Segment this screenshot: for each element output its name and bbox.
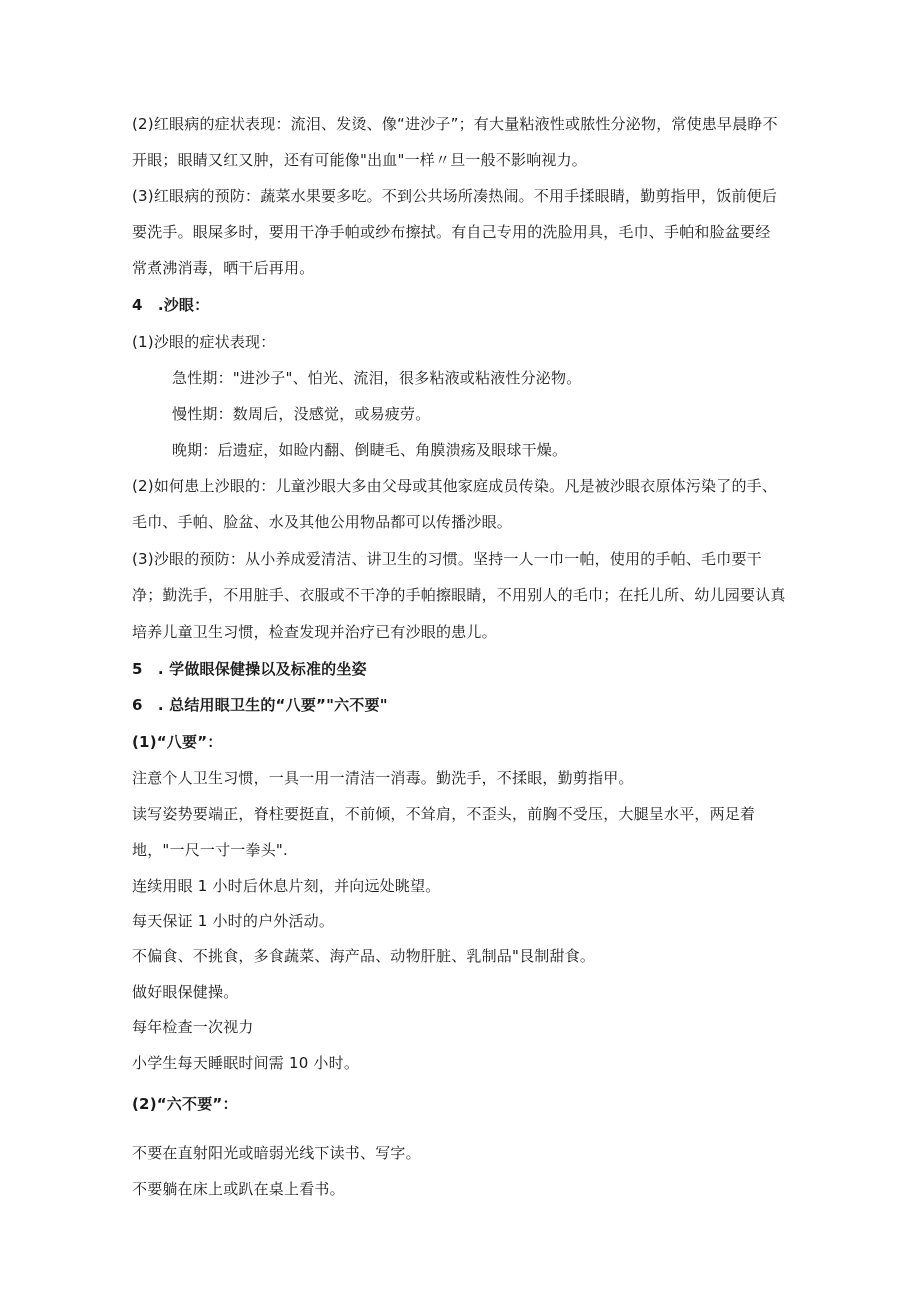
section-heading: 5 . 学做眼保健操以及标准的坐姿 [132, 660, 367, 678]
paragraph-line: 毛巾、手帕、脸盆、水及其他公用物品都可以传播沙眼。 [132, 513, 513, 531]
section-heading: 4 .沙眼： [132, 296, 210, 314]
list-item: 不偏食、不挑食，多食蔬菜、海产品、动物肝脏、乳制品"艮制甜食。 [132, 947, 596, 965]
list-item: 急性期："进沙子"、怕光、流泪，很多粘液或粘液性分泌物。 [172, 369, 582, 387]
list-item: 注意个人卫生习惯，一具一用一清洁一消毒。勤洗手，不揉眼，勤剪指甲。 [132, 769, 634, 787]
list-item: 不要在直射阳光或暗弱光线下读书、写字。 [132, 1144, 421, 1162]
subsection-heading: (2)“六不要”： [132, 1095, 238, 1113]
paragraph-line: (2)如何患上沙眼的：儿童沙眼大多由父母或其他家庭成员传染。凡是被沙眼衣原体污染了的手、 [132, 477, 778, 495]
subsection-heading: (1)“八要”： [132, 733, 223, 751]
paragraph-line: (3)沙眼的预防：从小养成爱清洁、讲卫生的习惯。坚持一人一巾一帕，使用的手帕、毛巾要干 [132, 550, 762, 568]
paragraph-line: (2)红眼病的症状表现：流泪、发烫、像“进沙子”；有大量粘液性或脓性分泌物，常使患早晨睁不 [132, 115, 778, 133]
list-item: 小学生每天睡眠时间需 10 小时。 [132, 1054, 360, 1072]
paragraph-line: 要洗手。眼屎多时，要用干净手帕或纱布擦拭。有自己专用的洗脸用具，毛巾、手帕和脸盆要经 [132, 223, 771, 241]
list-item: 慢性期：数周后，没感觉，或易疲劳。 [172, 405, 431, 423]
paragraph-line: (3)红眼病的预防：蔬菜水果要多吃。不到公共场所凑热闹。不用手揉眼睛，勤剪指甲，饭前便后 [132, 187, 778, 205]
list-item: 做好眼保健操。 [132, 983, 239, 1001]
list-item: 地，"一尺一寸一拳头". [132, 841, 288, 859]
list-item: 每天保证 1 小时的户外活动。 [132, 912, 335, 930]
list-item: 晚期：后遗症，如睑内翻、倒睫毛、角膜溃疡及眼球干燥。 [172, 441, 568, 459]
list-item: 每年检查一次视力 [132, 1018, 254, 1036]
list-item: 读写姿势要端正，脊柱要挺直，不前倾，不耸肩，不歪头，前胸不受压，大腿呈水平，两足着 [132, 805, 756, 823]
subsection-heading: (1)沙眼的症状表现： [132, 333, 276, 351]
paragraph-line: 净；勤洗手，不用脏手、衣服或不干净的手帕擦眼睛，不用别人的毛巾；在托儿所、幼儿园要认真 [132, 586, 786, 604]
paragraph-line: 培养儿童卫生习惯，检查发现并治疗已有沙眼的患儿。 [132, 623, 497, 641]
paragraph-line: 常煮沸消毒，晒干后再用。 [132, 259, 315, 277]
section-heading: 6 . 总结用眼卫生的“八要”"六不要" [132, 696, 388, 714]
paragraph-line: 开眼；眼睛又红又肿，还有可能像"出血"一样〃旦一般不影响视力。 [132, 151, 588, 169]
list-item: 不要躺在床上或趴在桌上看书。 [132, 1180, 345, 1198]
list-item: 连续用眼 1 小时后休息片刻，并向远处眺望。 [132, 877, 441, 895]
